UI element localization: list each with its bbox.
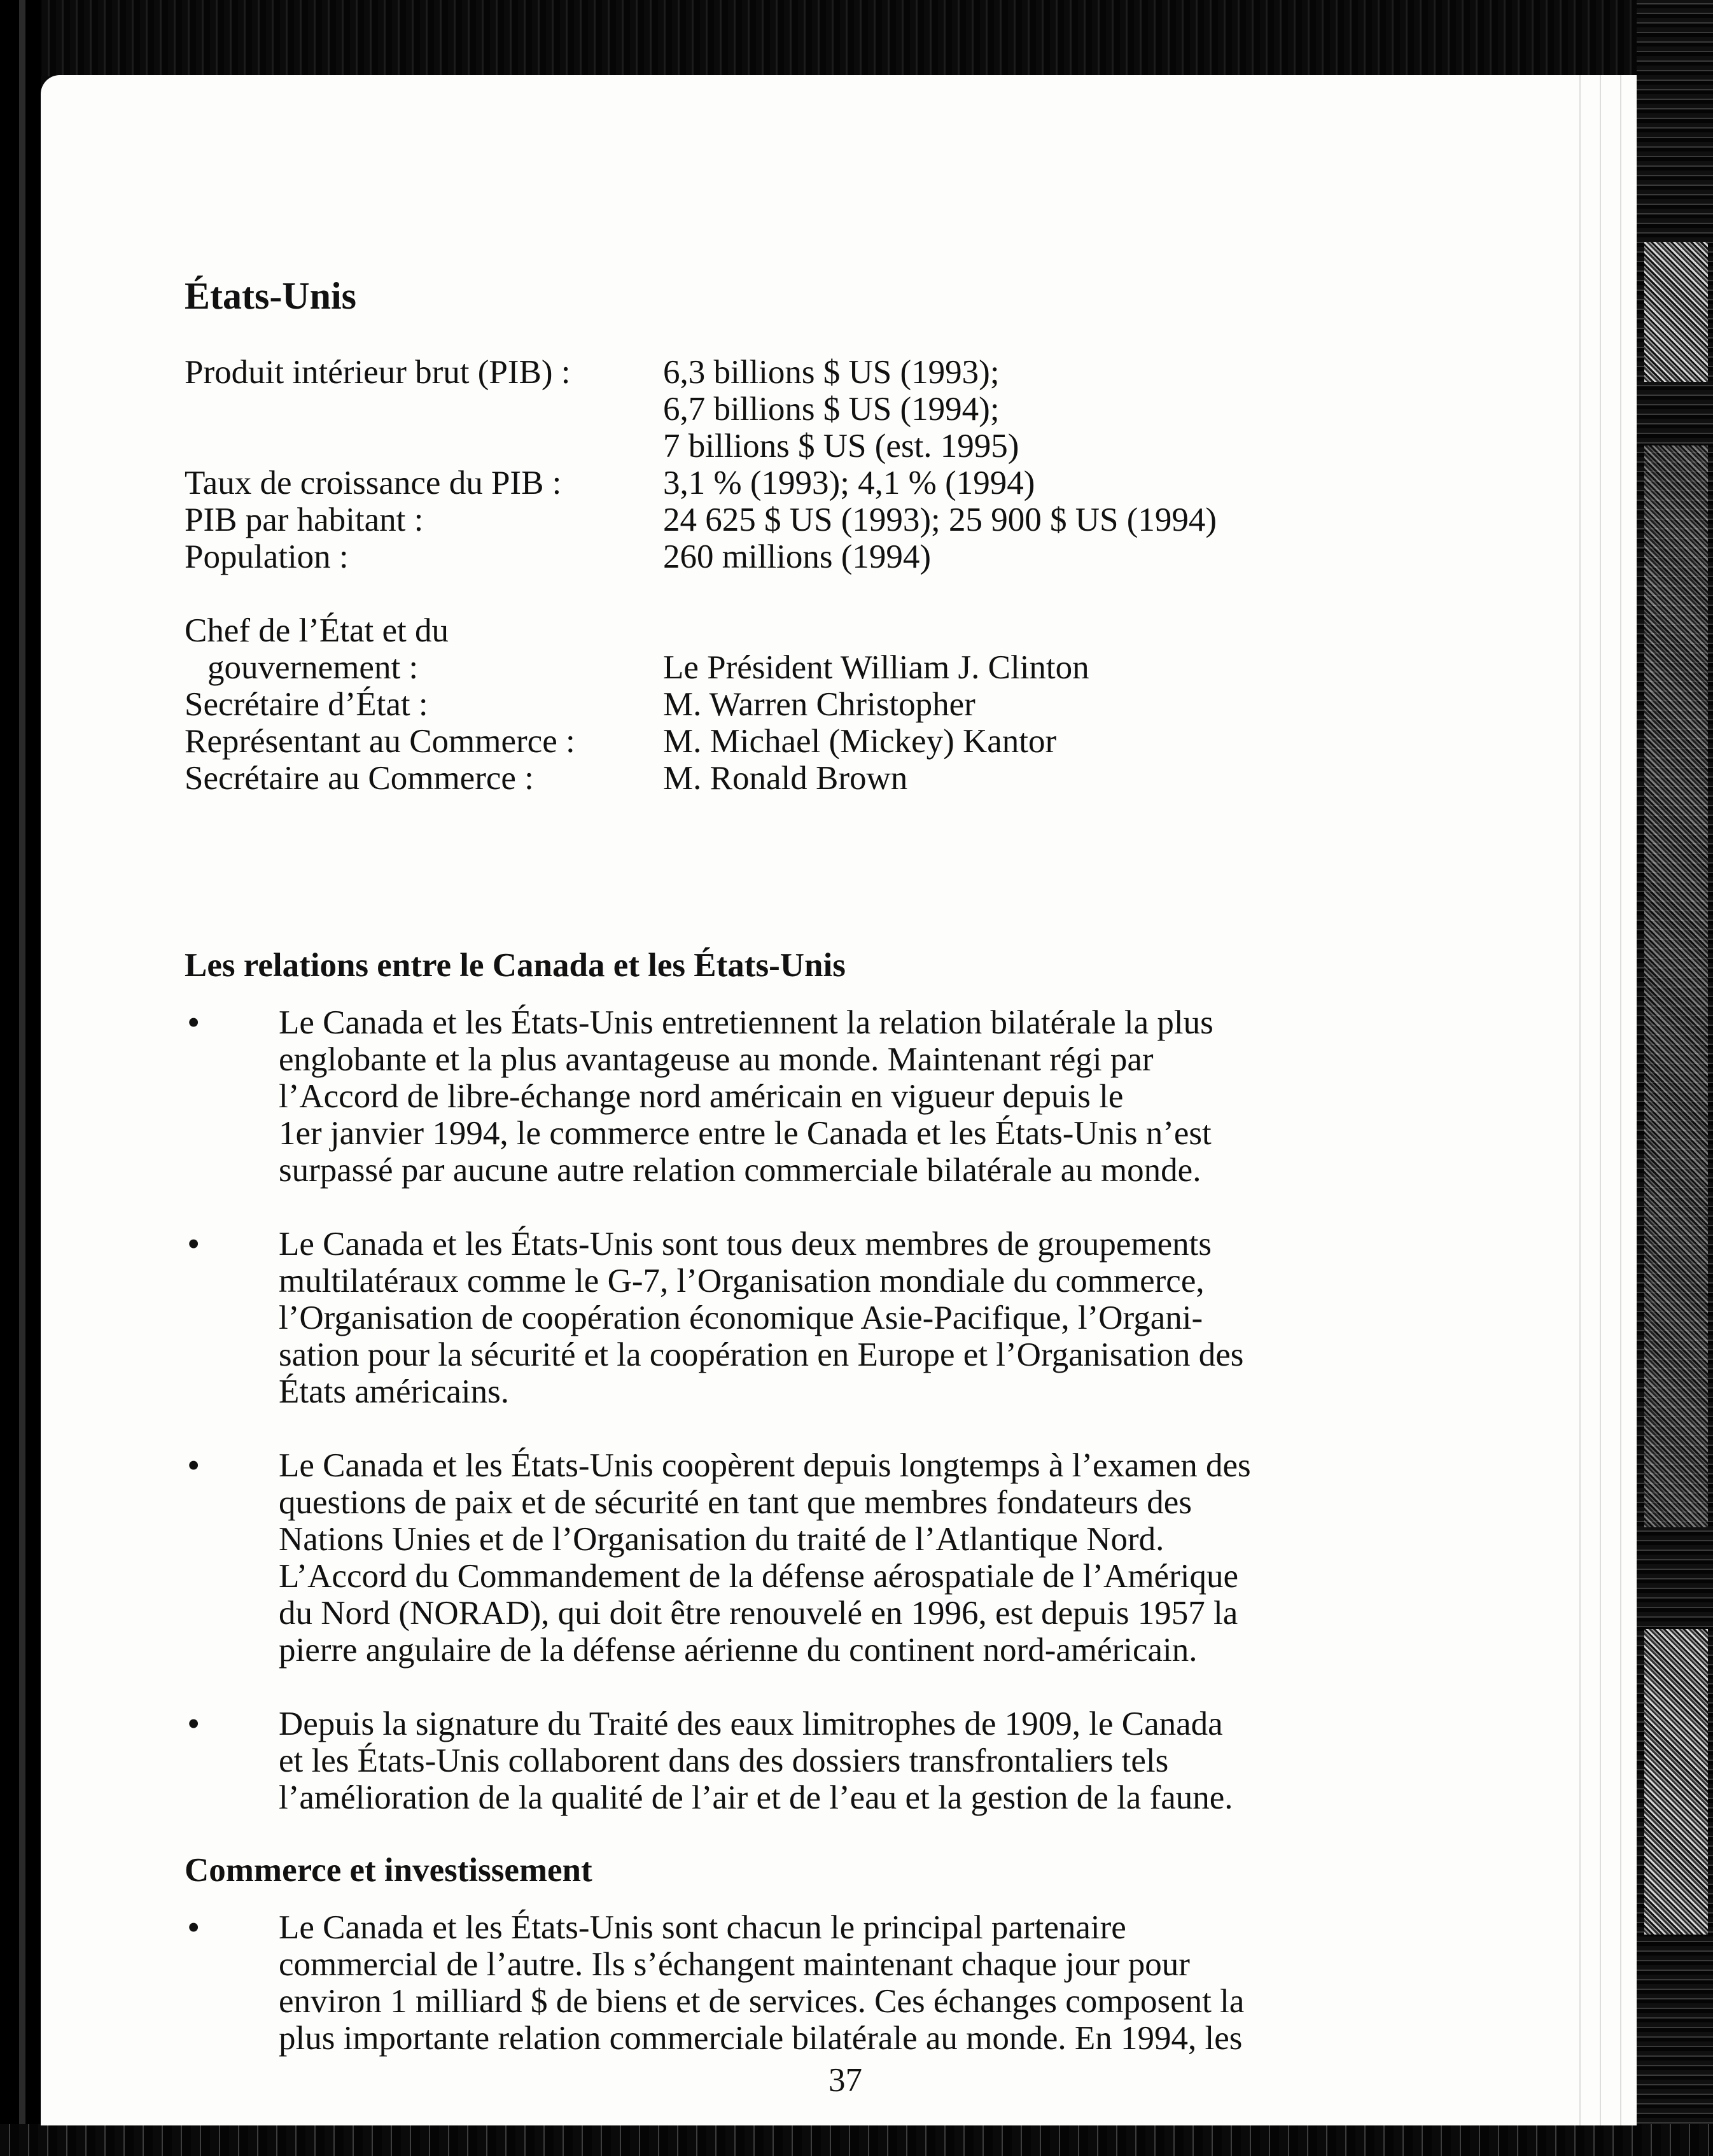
fact-row-head-of-state (185, 612, 1343, 686)
fact-label (185, 612, 655, 686)
bullet-line: • Le Canada et les États-Unis coopèrent depuis longtemps à l’examen des (279, 1447, 1251, 1484)
bullet-line: environ 1 milliard $ de biens et de services. Ces échanges composent la (279, 1983, 1245, 2020)
section-heading-relations: Les relations entre le Canada et les États-Unis (185, 947, 846, 984)
relations-bullet-list (185, 1004, 1343, 1853)
fact-label (185, 538, 655, 575)
fact-value (663, 760, 1343, 797)
bullet-line: pierre angulaire de la défense aérienne du continent nord-américain. (279, 1632, 1198, 1669)
bullet-line: et les États-Unis collaborent dans des dossiers transfrontaliers tels (279, 1742, 1169, 1779)
fact-label-line: Secrétaire au Commerce : (185, 760, 534, 797)
fact-label-line: Représentant au Commerce : (185, 723, 575, 760)
fact-row-growth (185, 465, 1343, 501)
fact-value (663, 538, 1343, 575)
fact-value-line: 260 millions (1994) (663, 538, 932, 575)
fact-value-line: Le Président William J. Clinton (663, 649, 1089, 686)
fact-value (663, 501, 1343, 538)
fact-value-line: M. Michael (Mickey) Kantor (663, 723, 1057, 760)
section-heading-trade: Commerce et investissement (185, 1852, 592, 1889)
fact-label-line: gouvernement : (207, 649, 419, 686)
bullet-line: 1er janvier 1994, le commerce entre le Canada et les États-Unis n’est (279, 1115, 1212, 1152)
fact-value-line: 6,3 billions $ US (1993); (663, 354, 1000, 391)
scan-right-edge (1637, 0, 1713, 2156)
country-facts (185, 354, 1343, 797)
page-title: États-Unis (185, 275, 357, 317)
scan-speckle (1644, 445, 1708, 1527)
fact-label (185, 501, 655, 538)
fact-label (185, 354, 655, 391)
fact-label-line: PIB par habitant : (185, 501, 424, 538)
fact-value (663, 354, 1343, 465)
fact-label-line: Secrétaire d’État : (185, 686, 428, 723)
fact-label-line: Produit intérieur brut (PIB) : (185, 354, 571, 391)
bullet-line: l’amélioration de la qualité de l’air et de l’eau et la gestion de la faune. (279, 1779, 1233, 1816)
bullet-line: sation pour la sécurité et la coopération en Europe et l’Organisation des (279, 1336, 1244, 1373)
bullet-line: • Le Canada et les États-Unis sont chacun le principal partenaire (279, 1909, 1126, 1946)
fact-value (663, 465, 1343, 501)
fact-row-population (185, 538, 1343, 575)
fact-label (185, 760, 655, 797)
bullet-line: questions de paix et de sécurité en tant que membres fondateurs des (279, 1484, 1192, 1521)
bullet-line: l’Accord de libre-échange nord américain en vigueur depuis le (279, 1078, 1124, 1115)
scan-bottom-edge (0, 2124, 1713, 2156)
fact-value (663, 686, 1343, 723)
fact-value-line: 7 billions $ US (est. 1995) (663, 428, 1019, 465)
bullet-line: • Depuis la signature du Traité des eaux limitrophes de 1909, le Canada (279, 1705, 1223, 1742)
fact-row-gdp-per-capita (185, 501, 1343, 538)
list-item (185, 1004, 1343, 1189)
bullet-line: • Le Canada et les États-Unis entretiennent la relation bilatérale la plus (279, 1004, 1213, 1041)
list-item (185, 1909, 1343, 2057)
list-item (185, 1226, 1343, 1410)
fact-value-line: 24 625 $ US (1993); 25 900 $ US (1994) (663, 501, 1217, 538)
fact-label (185, 686, 655, 723)
fact-value-line: M. Warren Christopher (663, 686, 975, 723)
fact-value (663, 612, 1343, 686)
scan-speckle (1644, 242, 1708, 382)
scan-left-edge (0, 0, 41, 2156)
bullet-line: • Le Canada et les États-Unis sont tous deux membres de groupements (279, 1226, 1212, 1263)
fact-label (185, 723, 655, 760)
bullet-line: L’Accord du Commandement de la défense aérospatiale de l’Amérique (279, 1558, 1238, 1595)
list-item (185, 1447, 1343, 1669)
trade-bullet-list (185, 1909, 1343, 2094)
fact-label (185, 465, 655, 501)
scan-speckle (1644, 1629, 1708, 1935)
fact-label-line: Taux de croissance du PIB : (185, 465, 562, 501)
document-page (41, 75, 1637, 2125)
page-edge (1560, 75, 1637, 2125)
fact-value-line (663, 612, 1343, 649)
page-number: 37 (829, 2062, 862, 2099)
fact-row-gdp (185, 354, 1343, 465)
fact-value (663, 723, 1343, 760)
bullet-line: Nations Unies et de l’Organisation du traité de l’Atlantique Nord. (279, 1521, 1164, 1558)
bullet-line: surpassé par aucune autre relation commerciale bilatérale au monde. (279, 1152, 1201, 1189)
bullet-line: États américains. (279, 1373, 510, 1410)
fact-row-trade-representative (185, 723, 1343, 760)
list-item (185, 1705, 1343, 1816)
bullet-line: plus importante relation commerciale bilatérale au monde. En 1994, les (279, 2020, 1243, 2057)
bullet-line: du Nord (NORAD), qui doit être renouvelé en 1996, est depuis 1957 la (279, 1595, 1238, 1632)
bullet-line: l’Organisation de coopération économique Asie-Pacifique, l’Organi- (279, 1299, 1203, 1336)
fact-row-secretary-of-state (185, 686, 1343, 723)
fact-label-line: Population : (185, 538, 349, 575)
fact-value-line: M. Ronald Brown (663, 760, 908, 797)
bullet-line: commercial de l’autre. Ils s’échangent maintenant chaque jour pour (279, 1946, 1190, 1983)
fact-value-line: 6,7 billions $ US (1994); (663, 391, 1000, 428)
bullet-line: englobante et la plus avantageuse au monde. Maintenant régi par (279, 1041, 1154, 1078)
scan-top-edge (0, 0, 1713, 76)
bullet-line: multilatéraux comme le G-7, l’Organisation mondiale du commerce, (279, 1263, 1205, 1299)
fact-value-line: 3,1 % (1993); 4,1 % (1994) (663, 465, 1035, 501)
fact-label-line: Chef de l’État et du (185, 612, 449, 649)
fact-row-commerce-secretary (185, 760, 1343, 797)
